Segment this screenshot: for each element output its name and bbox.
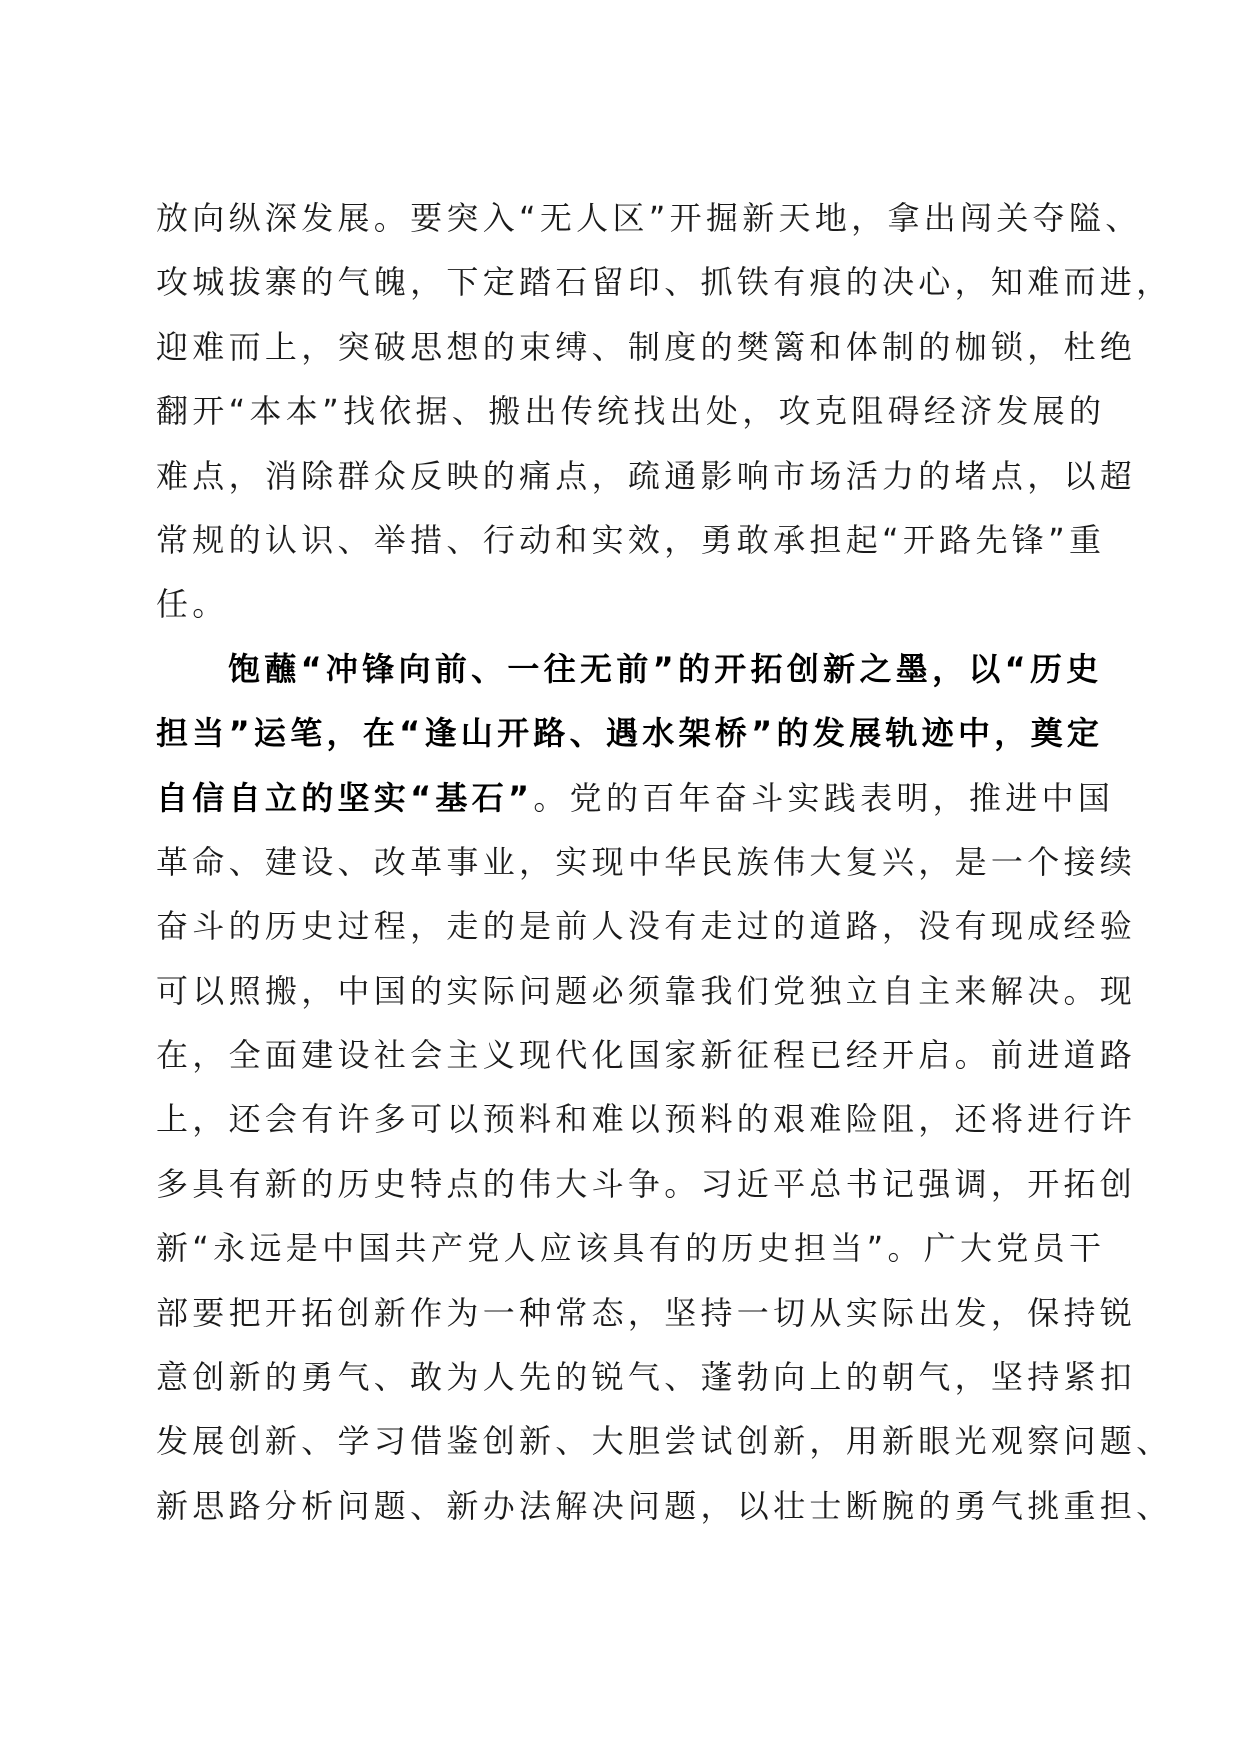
text-line: 新思路分析问题、新办法解决问题，以壮士断腕的勇气挑重担、	[156, 1486, 1173, 1525]
text-line: 在，全面建设社会主义现代化国家新征程已经开启。前进道路	[156, 1036, 1137, 1075]
bold-heading-line: 担当”运笔，在“逢山开路、遇水架桥”的发展轨迹中，奠定	[156, 714, 1104, 753]
text-line: 常规的认识、举措、行动和实效，勇敢承担起“开路先锋”重	[156, 520, 1106, 559]
text-line: 革命、建设、改革事业，实现中华民族伟大复兴，是一个接续	[156, 842, 1137, 881]
paragraph-1	[156, 186, 1173, 637]
text-line: 迎难而上，突破思想的束缚、制度的樊篱和体制的枷锁，杜绝	[156, 327, 1137, 366]
text-line: 攻城拔寨的气魄，下定踏石留印、抓铁有痕的决心，知难而进，	[156, 263, 1173, 302]
body-text-start: 。党的百年奋斗实践表明，推进中国	[533, 778, 1115, 817]
text-line: 放向纵深发展。要突入“无人区”开掘新天地，拿出闯关夺隘、	[156, 199, 1142, 237]
paragraph-2	[156, 637, 1173, 1538]
mixed-line	[156, 766, 1115, 830]
text-line: 意创新的勇气、敢为人先的锐气、蓬勃向上的朝气，坚持紧扣	[156, 1358, 1137, 1397]
bold-heading-end: 自信自立的坚实“基石”	[156, 778, 534, 817]
document-body	[156, 186, 1173, 1538]
text-line: 可以照搬，中国的实际问题必须靠我们党独立自主来解决。现	[156, 971, 1137, 1010]
text-line: 翻开“本本”找依据、搬出传统找出处，攻克阻碍经济发展的	[156, 392, 1106, 431]
text-line: 任。	[156, 585, 229, 624]
text-line: 多具有新的历史特点的伟大斗争。习近平总书记强调，开拓创	[156, 1164, 1137, 1203]
text-line: 新“永远是中国共产党人应该具有的历史担当”。广大党员干	[156, 1229, 1106, 1268]
text-line: 难点，消除群众反映的痛点，疏通影响市场活力的堵点，以超	[156, 456, 1137, 495]
text-line: 上，还会有许多可以预料和难以预料的艰难险阻，还将进行许	[156, 1100, 1137, 1139]
bold-heading-line: 饱蘸“冲锋向前、一往无前”的开拓创新之墨，以“历史	[228, 649, 1103, 688]
text-line: 部要把开拓创新作为一种常态，坚持一切从实际出发，保持锐	[156, 1293, 1137, 1332]
text-line: 奋斗的历史过程，走的是前人没有走过的道路，没有现成经验	[156, 907, 1137, 946]
text-line: 发展创新、学习借鉴创新、大胆尝试创新，用新眼光观察问题、	[156, 1422, 1173, 1461]
